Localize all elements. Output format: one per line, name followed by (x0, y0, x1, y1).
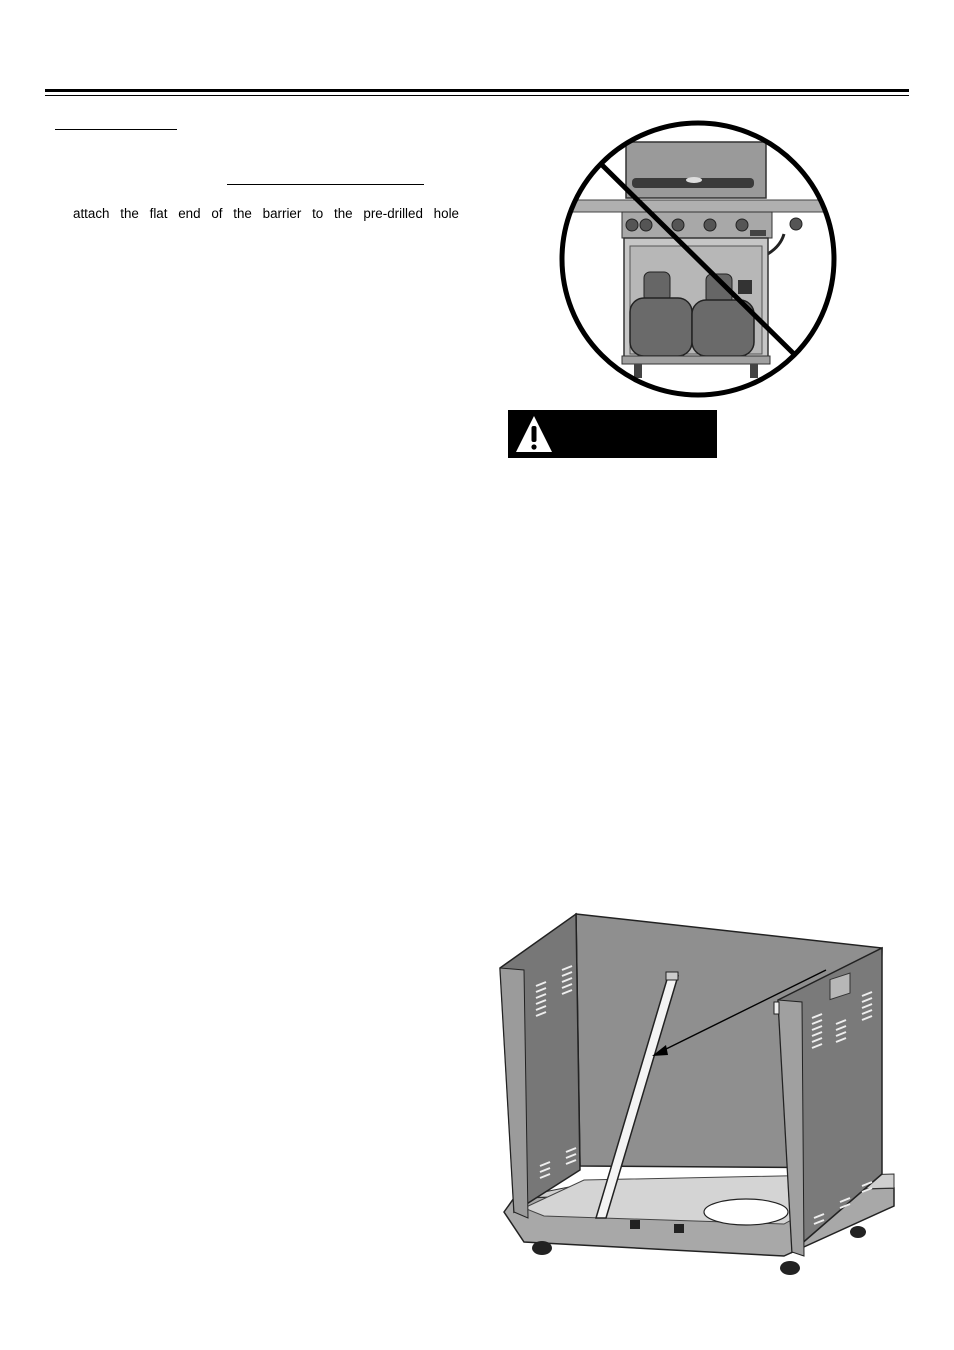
heading-underline (55, 129, 177, 130)
header-rule-thin (45, 95, 909, 96)
tank-opening (704, 1199, 788, 1225)
subheading-underline (227, 184, 424, 185)
warning-label (508, 410, 717, 458)
header-rule-thick (45, 89, 909, 92)
exclamation-triangle-icon (514, 414, 554, 454)
cart-heat-barrier-figure (484, 912, 900, 1278)
prohibited-two-tanks-figure (556, 118, 840, 400)
step-instruction-text: attach the flat end of the barrier to the pre-drilled hole (73, 206, 459, 221)
